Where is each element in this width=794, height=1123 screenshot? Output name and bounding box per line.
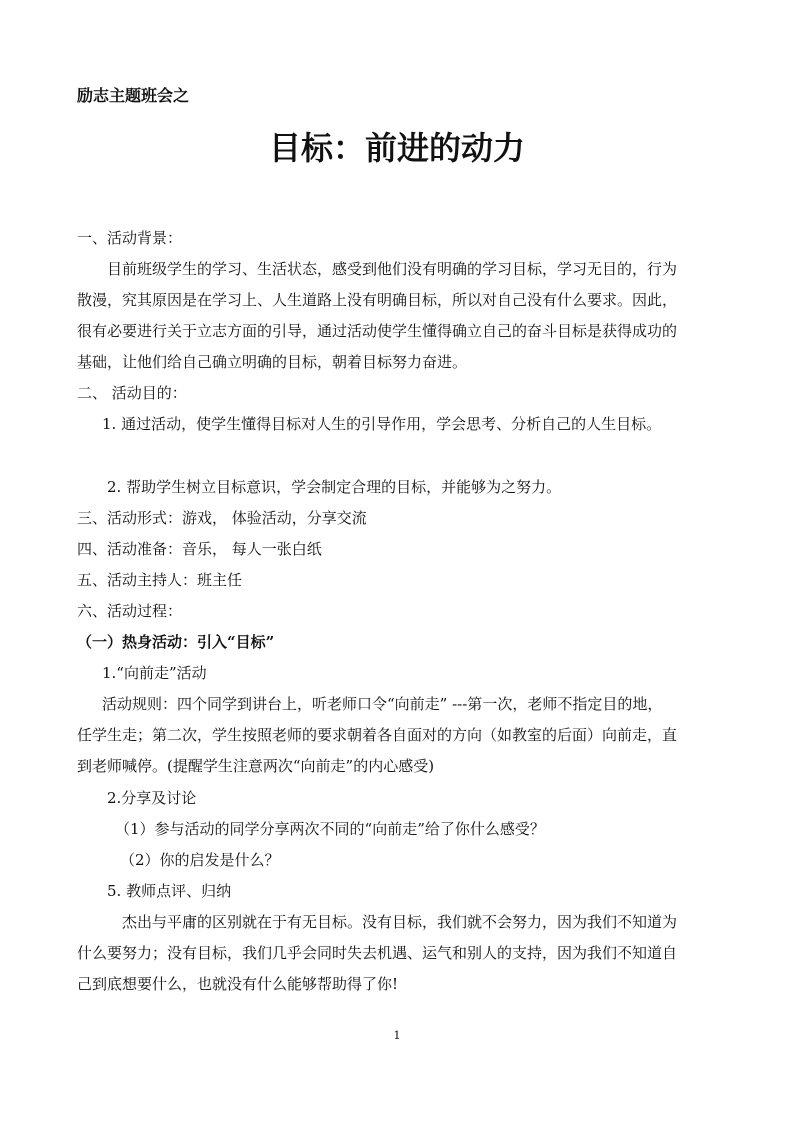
section-heading-background: 一、活动背景： [77, 229, 183, 247]
paragraph-line: 散漫，究其原因是在学习上、人生道路上没有明确目标，所以对自己没有什么要求。因此， [77, 291, 678, 309]
section-heading-host: 五、活动主持人：班主任 [77, 571, 243, 589]
list-item: 1.“向前走”活动 [102, 664, 207, 682]
paragraph-line: 很有必要进行关于立志方面的引导，通过活动使学生懂得确立自己的奋斗目标是获得成功的 [77, 322, 678, 340]
paragraph-line: 基础，让他们给自己确立明确的目标，朝着目标努力奋进。 [77, 353, 468, 371]
section-heading-process: 六、活动过程： [77, 602, 183, 620]
paragraph-line: 杰出与平庸的区别就在于有无目标。没有目标，我们就不会努力，因为我们不知道为 [122, 913, 678, 931]
section-heading-form: 三、活动形式：游戏， 体验活动，分享交流 [77, 509, 367, 527]
list-item: （2）你的启发是什么？ [120, 851, 280, 869]
document-title: 目标：前进的动力 [268, 129, 525, 167]
list-item: 2. 帮助学生树立目标意识，学会制定合理的目标，并能够为之努力。 [107, 478, 562, 496]
section-heading-purpose: 二、 活动目的： [77, 384, 187, 402]
document-subtitle: 励志主题班会之 [77, 86, 190, 105]
paragraph-line: 任学生走；第二次，学生按照老师的要求朝着各自面对的方向（如教室的后面）向前走，直 [77, 726, 678, 744]
paragraph-line: 什么要努力；没有目标，我们几乎会同时失去机遇、运气和别人的支持，因为我们不知道自 [77, 944, 678, 962]
subsection-heading: （一）热身活动：引入“目标” [77, 633, 275, 651]
page-number: 1 [393, 1029, 401, 1042]
list-item: 2.分享及讨论 [107, 789, 197, 807]
paragraph-line: 目前班级学生的学习、生活状态，感受到他们没有明确的学习目标，学习无目的，行为 [107, 260, 678, 278]
section-heading-preparation: 四、活动准备：音乐， 每人一张白纸 [77, 540, 322, 558]
list-item: （1）参与活动的同学分享两次不同的“向前走”给了你什么感受？ [115, 820, 545, 838]
paragraph-line: 活动规则：四个同学到讲台上，听老师口令“向前走” ---第一次，老师不指定目的地， [102, 695, 663, 713]
list-item: 1. 通过活动，使学生懂得目标对人生的引导作用，学会思考、分析自己的人生目标。 [102, 415, 662, 433]
paragraph-line: 己到底想要什么，也就没有什么能够帮助得了你! [77, 975, 399, 993]
list-item: 5. 教师点评、归纳 [107, 882, 232, 900]
paragraph-line: 到老师喊停。(提醒学生注意两次“向前走”的内心感受) [77, 757, 435, 775]
